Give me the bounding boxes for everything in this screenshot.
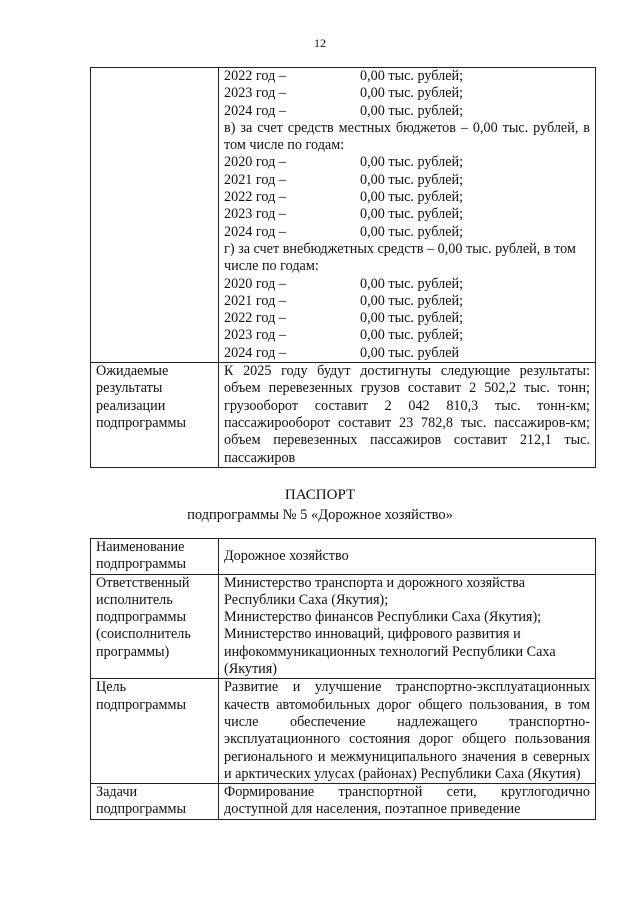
results-label: Ожидаемые результаты реализации подпрограммы [91, 363, 219, 468]
tasks-label: Задачи подпрограммы [91, 784, 219, 820]
funding-year-row: 2024 год – 0,00 тыс. рублей; [224, 102, 464, 119]
funding-year-row: 2020 год – 0,00 тыс. рублей; [224, 275, 464, 292]
funding-year-row: 2021 год – 0,00 тыс. рублей; [224, 171, 464, 188]
executor-value [219, 574, 596, 679]
page-number: 12 [314, 36, 326, 50]
funding-year-row: 2023 год – 0,00 тыс. рублей; [224, 327, 464, 344]
funding-table [90, 67, 596, 468]
funding-year-row: 2020 год – 0,00 тыс. рублей; [224, 154, 464, 171]
extra-budget-header: г) за счет внебюджетных средств – 0,00 тыс. рублей, в том числе по годам: [224, 240, 576, 275]
results-text: К 2025 году будут достигнуты следующие результаты: объем перевезенных грузов составит 2 502,2 тыс. тонн; грузооборот составит 2 042 810,3 тыс. тонн-км; пассажирооборот составит 23 782,8 тыс. пассажиров-км; объем перевезенных пассажиров составит 212,1 тыс. пассажиров [219, 363, 596, 468]
funding-year-row: 2023 год – 0,00 тыс. рублей; [224, 85, 464, 102]
name-value: Дорожное хозяйство [219, 539, 596, 575]
funding-year-row: 2022 год – 0,00 тыс. рублей; [224, 189, 464, 206]
passport-subtitle: подпрограммы № 5 «Дорожное хозяйство» [187, 507, 453, 523]
executor-label: Ответственный исполнитель подпрограммы (соисполнитель программы) [91, 574, 219, 679]
funding-year-row: 2024 год – 0,00 тыс. рублей; [224, 223, 464, 240]
table-row [91, 679, 596, 784]
funding-year-row: 2022 год – 0,00 тыс. рублей; [224, 68, 464, 84]
local-budget-header: в) за счет средств местных бюджетов – 0,00 тыс. рублей, в том числе по годам: [224, 119, 590, 154]
executor-line: Министерство финансов Республики Саха (Якутия); [224, 609, 542, 626]
funding-year-row: 2023 год – 0,00 тыс. рублей; [224, 206, 464, 223]
funding-year-row: 2022 год – 0,00 тыс. рублей; [224, 310, 464, 327]
passport-table [90, 538, 596, 820]
funding-year-row: 2024 год – 0,00 тыс. рублей [224, 344, 460, 361]
tasks-value: Формирование транспортной сети, круглогодично доступной для населения, поэтапное приведение [219, 784, 596, 820]
goal-value: Развитие и улучшение транспортно-эксплуатационных качеств автомобильных дорог общего пользования, в том числе обеспечение надлежащего транспортно-эксплуатационного состояния дорог общего пользования регионального и межмуниципального значения в северных и арктических улусах (районах) Республики Саха (Якутия) [219, 679, 596, 784]
funding-details-cell [219, 68, 596, 363]
funding-label-cell [91, 68, 219, 363]
executor-line: Министерство инноваций, цифрового развития и инфокоммуникационных технологий Республики Саха (Якутия) [224, 626, 556, 678]
table-row [91, 539, 596, 575]
name-label: Наименование подпрограммы [91, 539, 219, 575]
table-row [91, 574, 596, 679]
passport-title: ПАСПОРТ [284, 487, 356, 503]
table-row [91, 784, 596, 820]
goal-label: Цель подпрограммы [91, 679, 219, 784]
funding-year-row: 2021 год – 0,00 тыс. рублей; [224, 292, 464, 309]
executor-line: Министерство транспорта и дорожного хозяйства Республики Саха (Якутия); [224, 574, 526, 608]
